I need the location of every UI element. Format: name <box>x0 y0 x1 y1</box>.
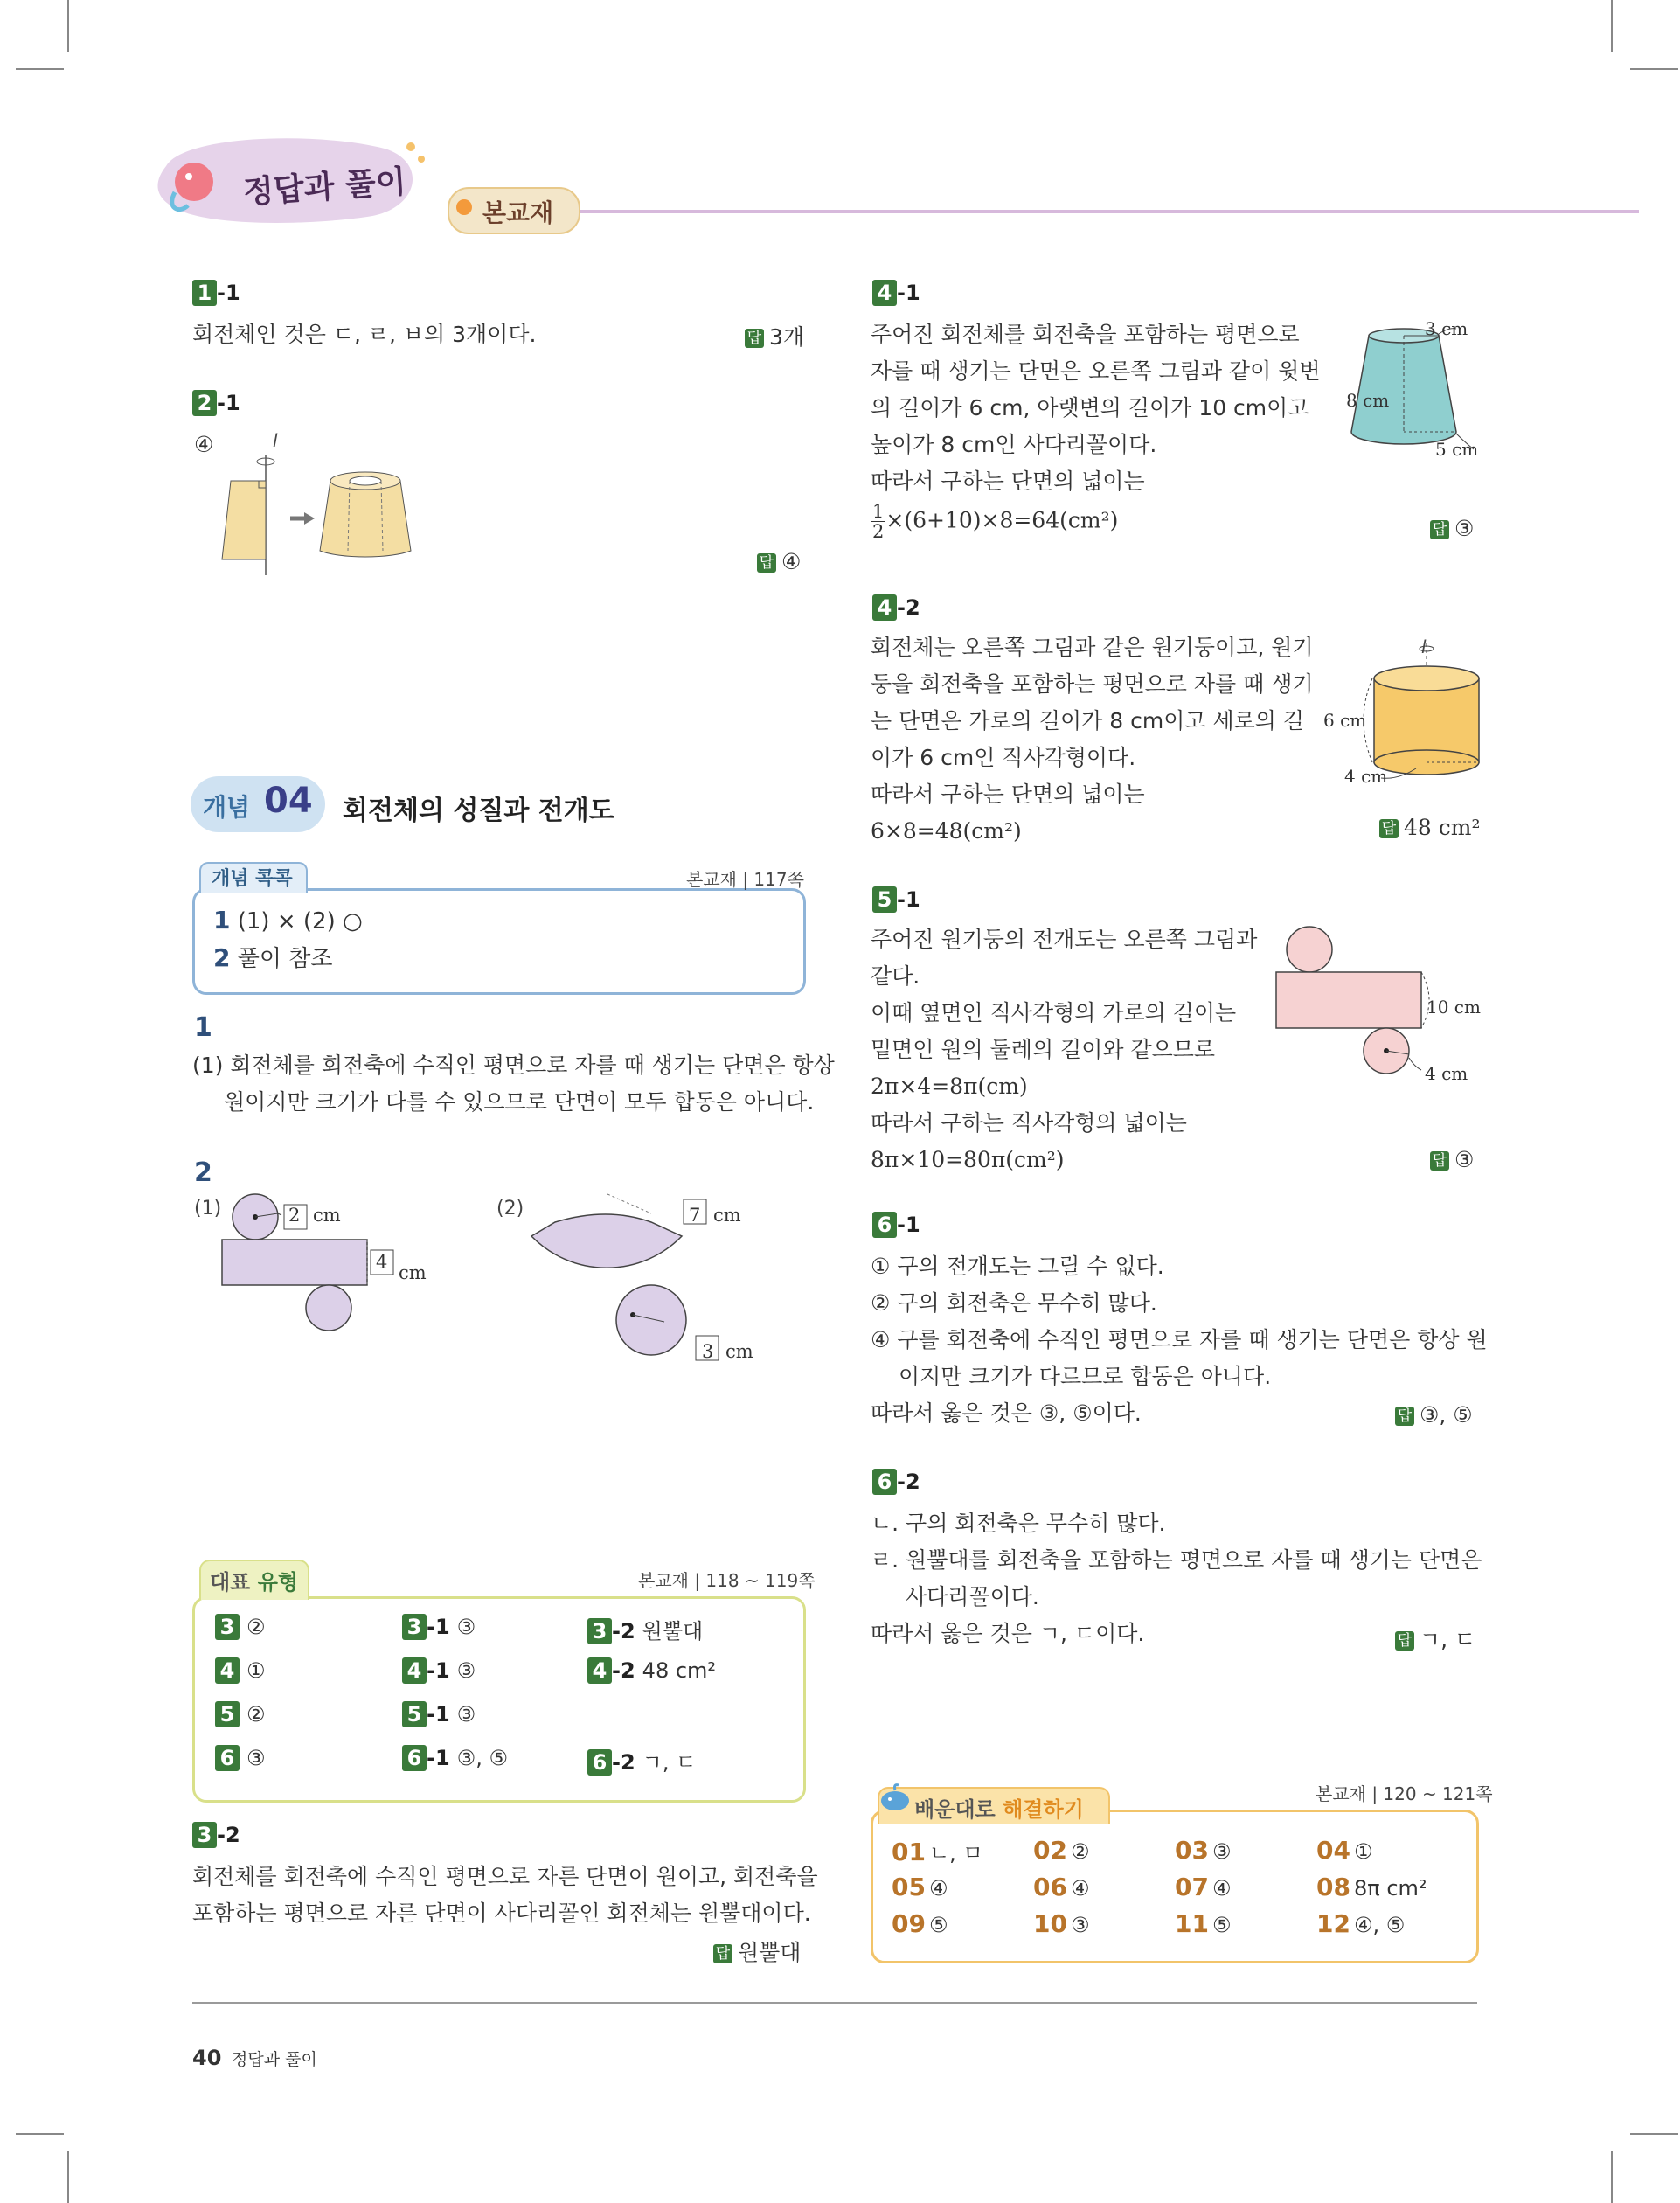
solution-number: 1 <box>194 1012 212 1043</box>
answer-value: 3개 <box>769 324 805 350</box>
rep-type-number: 5 <box>215 1701 240 1727</box>
dim-value: 2 <box>288 1205 301 1226</box>
solution-text: ① 구의 전개도는 그릴 수 없다. <box>871 1254 1164 1279</box>
review-answer: ④ <box>928 1876 948 1901</box>
answer <box>1430 1147 1474 1172</box>
answer-mark-icon: 답 <box>757 553 776 573</box>
review-answer: ③ <box>1070 1913 1090 1937</box>
choice-number: ④ <box>194 432 214 457</box>
solution-text: 이지만 크기가 다르므로 합동은 아니다. <box>899 1364 1272 1389</box>
answer-value: ㄱ, ㄷ <box>1420 1627 1476 1652</box>
question-number: 3 <box>192 1822 217 1848</box>
review-number: 10 <box>1033 1909 1067 1938</box>
rep-type-item <box>587 1614 703 1644</box>
concept-line-number: 2 <box>213 943 231 972</box>
solution-text: 포함하는 평면으로 자른 단면이 사다리꼴인 회전체는 원뿔대이다. <box>192 1901 811 1926</box>
crop-mark <box>67 0 69 52</box>
crop-mark <box>67 2151 69 2203</box>
answer-value: ③ <box>1454 516 1475 541</box>
review-tag-2: 해결하기 <box>1003 1797 1084 1822</box>
concept-number: 04 <box>264 781 313 821</box>
numerator: 1 <box>872 501 885 522</box>
solution-text: 회전체는 오른쪽 그림과 같은 원기둥이고, 원기 <box>871 635 1314 660</box>
answer-mark-icon: 답 <box>1395 1631 1414 1651</box>
concept-line-text: 풀이 참조 <box>237 946 333 972</box>
solution-text: 따라서 옳은 것은 ③, ⑤이다. <box>871 1400 1142 1426</box>
question-heading <box>872 1212 920 1238</box>
dim-value: 4 <box>376 1252 388 1273</box>
rep-type-answer: ① <box>246 1658 266 1683</box>
rep-type-sub: -1 <box>427 1702 450 1727</box>
denominator: 2 <box>872 521 885 542</box>
solution-text: 따라서 구하는 단면의 넓이는 <box>871 782 1145 807</box>
review-item <box>1175 1873 1231 1901</box>
page-number: 40 <box>192 2046 222 2070</box>
answer-mark-icon: 답 <box>713 1944 732 1963</box>
rep-type-answer: ③ <box>456 1702 476 1727</box>
rep-type-item <box>402 1657 476 1684</box>
review-answer: ⑤ <box>1211 1913 1232 1937</box>
rep-type-number: 3 <box>587 1618 612 1644</box>
question-label: -1 <box>897 1213 920 1237</box>
rep-type-item <box>215 1745 266 1771</box>
question-heading <box>192 390 240 416</box>
solution-text: 2π×4=8π(cm) <box>871 1074 1028 1099</box>
review-item <box>892 1836 983 1866</box>
rep-type-answer: ③, ⑤ <box>456 1746 508 1770</box>
dim-label: 10 cm <box>1427 997 1481 1018</box>
rep-type-sub: -2 <box>612 1619 635 1644</box>
rep-type-item <box>215 1614 266 1640</box>
answer-mark-icon: 답 <box>1430 520 1449 539</box>
answer-mark-icon: 답 <box>1379 819 1399 838</box>
review-answer: ④ <box>1211 1876 1232 1901</box>
rep-type-item <box>215 1657 266 1684</box>
frustum-figure <box>1334 320 1491 451</box>
crop-mark <box>16 2133 64 2135</box>
rep-type-tag <box>210 1565 298 1595</box>
review-answer: ④ <box>1070 1876 1090 1901</box>
solution-text: 주어진 원기둥의 전개도는 오른쪽 그림과 <box>871 927 1258 952</box>
question-heading <box>192 1822 240 1848</box>
answer-mark-icon: 답 <box>745 329 764 348</box>
solution-text: 8π×10=80π(cm²) <box>871 1147 1065 1172</box>
page-reference: 본교재 | 120 ~ 121쪽 <box>1316 1783 1493 1804</box>
question-label: -1 <box>897 887 920 912</box>
solution-text: 6×8=48(cm²) <box>871 818 1022 844</box>
crop-mark <box>1611 2151 1613 2203</box>
review-tag <box>914 1792 1084 1823</box>
rep-type-number: 6 <box>402 1745 427 1771</box>
dim-label: 4 cm <box>1344 766 1388 787</box>
rep-type-item <box>402 1745 508 1771</box>
dim-label: 4 cm <box>1425 1063 1468 1084</box>
question-label: -1 <box>217 391 240 415</box>
rep-type-sub: -2 <box>612 1750 635 1775</box>
question-label: -2 <box>897 1470 920 1494</box>
question-label: -1 <box>217 281 240 305</box>
answer-value: ③ <box>1454 1147 1475 1172</box>
rep-type-answer: ② <box>246 1615 266 1639</box>
whale-icon <box>878 1780 913 1815</box>
formula-text: ×(6+10)×8=64(cm²) <box>885 507 1119 533</box>
review-answer: ② <box>1070 1839 1090 1864</box>
part-label: (2) <box>496 1198 524 1220</box>
answer <box>745 320 804 351</box>
review-number: 11 <box>1175 1909 1209 1938</box>
solution-text: 밑면인 원의 둘레의 길이와 같으므로 <box>871 1037 1216 1062</box>
concept-line-number: 1 <box>213 906 231 935</box>
review-item <box>892 1873 948 1901</box>
rep-type-number: 4 <box>215 1657 240 1684</box>
question-label: -1 <box>897 281 920 305</box>
tab-dot-icon <box>456 199 472 215</box>
header-tab-label: 본교재 <box>482 198 554 227</box>
formula <box>871 502 1118 541</box>
solution-text: ㄴ. 구의 회전축은 무수히 많다. <box>871 1511 1166 1536</box>
rep-type-number: 6 <box>587 1749 612 1776</box>
review-answer: ⑤ <box>928 1913 948 1937</box>
answer-mark-icon: 답 <box>1395 1407 1414 1426</box>
review-tag-1: 배운대로 <box>914 1797 996 1822</box>
review-item <box>1033 1909 1089 1938</box>
review-answer: ① <box>1353 1839 1373 1864</box>
rotation-figure <box>210 428 428 577</box>
review-item <box>1175 1909 1231 1938</box>
rep-type-tag-2: 유형 <box>257 1570 299 1595</box>
concept-line <box>213 906 363 935</box>
answer-value: 48 cm² <box>1404 815 1481 840</box>
dim-label: 6 cm <box>1323 710 1367 731</box>
solution-text: 주어진 회전체를 회전축을 포함하는 평면으로 <box>871 322 1300 347</box>
page-reference: 본교재 | 117쪽 <box>686 869 804 890</box>
rep-type-answer: ③ <box>456 1615 476 1639</box>
solution-text: (1) 회전체를 회전축에 수직인 평면으로 자를 때 생기는 단면은 항상 <box>192 1053 835 1078</box>
solution-number: 2 <box>194 1157 212 1188</box>
concept-line <box>213 941 332 973</box>
rep-type-sub: -1 <box>427 1615 450 1639</box>
rep-type-answer: 원뿔대 <box>642 1619 704 1644</box>
review-number: 05 <box>892 1873 926 1901</box>
review-number: 07 <box>1175 1873 1209 1901</box>
answer <box>1395 1402 1473 1428</box>
answer <box>1430 516 1474 541</box>
review-answer: ③ <box>1211 1839 1232 1864</box>
rep-type-answer: ② <box>246 1702 266 1727</box>
rep-type-number: 3 <box>402 1614 427 1640</box>
answer <box>757 549 801 574</box>
solution-text: 자를 때 생기는 단면은 오른쪽 그림과 같이 윗변 <box>871 358 1321 384</box>
rep-type-item <box>402 1701 476 1727</box>
dim-value: 3 <box>702 1341 714 1362</box>
footer-rule <box>192 2002 1477 2004</box>
dim-label: 5 cm <box>1435 439 1479 460</box>
axis-label: l <box>1421 636 1427 657</box>
review-item <box>1033 1873 1089 1901</box>
solution-block <box>871 921 1257 1178</box>
rep-type-answer: 48 cm² <box>642 1658 717 1683</box>
rep-type-item <box>402 1614 476 1640</box>
answer <box>713 1935 801 1967</box>
rep-type-item <box>587 1657 716 1684</box>
question-number: 6 <box>872 1212 897 1238</box>
rep-type-number: 6 <box>215 1745 240 1771</box>
review-number: 08 <box>1316 1873 1350 1901</box>
answer <box>1395 1623 1475 1654</box>
crop-mark <box>16 68 64 70</box>
question-heading <box>872 594 920 621</box>
dim-value: 7 <box>689 1205 701 1226</box>
question-number: 5 <box>872 886 897 913</box>
solution-text: 이가 6 cm인 직사각형이다. <box>871 745 1136 770</box>
dim-unit: cm <box>725 1341 753 1362</box>
part-label: (1) <box>194 1198 222 1220</box>
header-title: 정답과 풀이 <box>242 163 407 212</box>
review-number: 01 <box>892 1838 926 1866</box>
review-answer: ④, ⑤ <box>1353 1913 1406 1937</box>
dim-label: 3 cm <box>1425 318 1468 339</box>
question-label: -2 <box>897 595 920 620</box>
solution-text: 따라서 구하는 단면의 넓이는 <box>871 469 1145 494</box>
solution-text: 따라서 옳은 것은 ㄱ, ㄷ이다. <box>871 1621 1145 1646</box>
concept-title: 회전체의 성질과 전개도 <box>343 796 614 826</box>
solution-text: ㄹ. 원뿔대를 회전축을 포함하는 평면으로 자를 때 생기는 단면은 <box>871 1547 1482 1573</box>
solution-text: 회전체를 회전축에 수직인 평면으로 자른 단면이 원이고, 회전축을 <box>192 1864 818 1889</box>
answer-value: 원뿔대 <box>738 1940 802 1965</box>
solution-text: 원이지만 크기가 다를 수 있으므로 단면이 모두 합동은 아니다. <box>224 1089 815 1115</box>
solution-text: 는 단면은 가로의 길이가 8 cm이고 세로의 길 <box>871 708 1305 733</box>
question-label: -2 <box>217 1823 240 1847</box>
page-reference: 본교재 | 118 ~ 119쪽 <box>638 1570 816 1591</box>
rep-type-sub: -2 <box>612 1658 635 1683</box>
review-item <box>1175 1836 1231 1865</box>
rep-type-number: 5 <box>402 1701 427 1727</box>
dim-unit: cm <box>399 1262 427 1283</box>
solution-text: 둥을 회전축을 포함하는 평면으로 자를 때 생기 <box>871 671 1314 697</box>
concept-line-text: (1) × (2) ○ <box>237 908 363 935</box>
review-answer: 8π cm² <box>1353 1876 1427 1901</box>
solution-text: ② 구의 회전축은 무수히 많다. <box>871 1290 1157 1316</box>
question-number: 4 <box>872 594 897 621</box>
review-number: 02 <box>1033 1836 1067 1865</box>
fraction <box>871 502 885 541</box>
review-number: 12 <box>1316 1909 1350 1938</box>
rep-type-number: 4 <box>402 1657 427 1684</box>
crop-mark <box>1630 2133 1678 2135</box>
rep-type-answer: ㄱ, ㄷ <box>642 1750 697 1775</box>
solution-text: 따라서 구하는 직사각형의 넓이는 <box>871 1110 1187 1136</box>
review-number: 09 <box>892 1909 926 1938</box>
review-number: 04 <box>1316 1836 1350 1865</box>
rep-type-number: 4 <box>587 1657 612 1684</box>
review-item <box>1316 1873 1427 1901</box>
solution-text: 회전체인 것은 ㄷ, ㄹ, ㅂ의 3개이다. <box>192 322 537 347</box>
rep-type-answer: ③ <box>456 1658 476 1683</box>
solution-block <box>871 629 1314 850</box>
solution-text: 이때 옆면인 직사각형의 가로의 길이는 <box>871 1000 1237 1025</box>
question-number: 1 <box>192 280 217 306</box>
concept-badge-label: 개념 <box>203 793 251 822</box>
solution-text: 의 길이가 6 cm, 아랫변의 길이가 10 cm이고 <box>871 395 1309 420</box>
concept-box-tag: 개념 콕콕 <box>212 868 293 890</box>
question-heading <box>192 280 240 306</box>
rep-type-tag-1: 대표 <box>210 1570 251 1595</box>
dim-unit: cm <box>713 1205 741 1226</box>
solution-text: 같다. <box>871 963 920 989</box>
answer-value: ③, ⑤ <box>1420 1402 1473 1428</box>
rep-type-item <box>215 1701 266 1727</box>
review-item <box>892 1909 948 1938</box>
answer <box>1379 815 1481 840</box>
axis-label: l <box>273 430 278 451</box>
header-rule <box>489 210 1639 213</box>
question-number: 6 <box>872 1469 897 1495</box>
rep-type-box <box>192 1596 806 1803</box>
dim-unit: cm <box>313 1205 341 1226</box>
review-number: 06 <box>1033 1873 1067 1901</box>
solution-text: 사다리꼴이다. <box>906 1584 1039 1609</box>
review-item <box>1316 1836 1372 1865</box>
review-answer: ㄴ, ㅁ <box>928 1841 983 1866</box>
review-number: 03 <box>1175 1836 1209 1865</box>
solution-text: ④ 구를 회전축에 수직인 평면으로 자를 때 생기는 단면은 항상 원 <box>871 1327 1488 1352</box>
solution-block <box>871 316 1320 500</box>
rep-type-sub: -1 <box>427 1658 450 1683</box>
answer-mark-icon: 답 <box>1430 1151 1449 1171</box>
footer <box>192 2046 317 2070</box>
question-number: 4 <box>872 280 897 306</box>
crop-mark <box>1611 0 1613 52</box>
rep-type-item <box>587 1745 696 1776</box>
footer-label: 정답과 풀이 <box>232 2050 317 2069</box>
rep-type-answer: ③ <box>246 1746 266 1770</box>
rep-type-sub: -1 <box>427 1746 450 1770</box>
review-item <box>1033 1836 1089 1865</box>
question-number: 2 <box>192 390 217 416</box>
solution-block <box>871 1505 1482 1652</box>
answer-value: ④ <box>781 549 802 574</box>
crop-mark <box>1630 68 1678 70</box>
question-heading <box>872 886 920 913</box>
solution-text: 높이가 8 cm인 사다리꼴이다. <box>871 432 1157 457</box>
question-heading <box>872 1469 920 1495</box>
rep-type-number: 3 <box>215 1614 240 1640</box>
question-heading <box>872 280 920 306</box>
dim-label: 8 cm <box>1346 390 1390 411</box>
review-item <box>1316 1909 1405 1938</box>
